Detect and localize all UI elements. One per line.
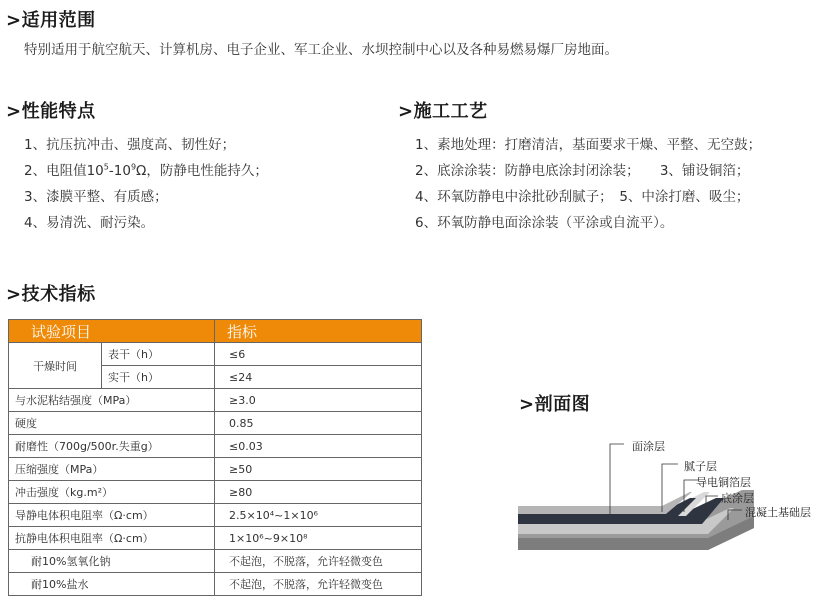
table-row <box>9 343 422 366</box>
process-item-1: 1、素地处理：打磨清洁，基面要求干燥、平整、无空鼓； <box>415 137 762 153</box>
layer-label-concrete: 混凝土基础层 <box>745 506 811 519</box>
table-row <box>9 435 422 458</box>
layer-label-topcoat: 面涂层 <box>632 440 665 453</box>
spec-value: ≥3.0 <box>215 389 422 412</box>
spec-item: 冲击强度（kg.m²） <box>9 481 215 504</box>
spec-table <box>8 319 422 596</box>
dry-time-sub: 实干（h） <box>102 366 215 389</box>
dry-time-value: ≤24 <box>215 366 422 389</box>
spec-table-header <box>9 320 422 343</box>
spec-item: 耐磨性（700g/500r.失重g） <box>9 435 215 458</box>
feature-item-4: 4、易清洗、耐污染。 <box>24 215 155 231</box>
leader-line-topcoat <box>610 444 624 514</box>
table-row <box>9 527 422 550</box>
table-row <box>9 504 422 527</box>
spec-value: 2.5×10⁴~1×10⁶ <box>215 504 422 527</box>
spec-value: ≤0.03 <box>215 435 422 458</box>
spec-item: 导静电体积电阻率（Ω·cm） <box>9 504 215 527</box>
table-row <box>9 458 422 481</box>
spec-value: 1×10⁶~9×10⁸ <box>215 527 422 550</box>
table-row <box>9 573 422 596</box>
spec-value: 不起泡，不脱落，允许轻微变色 <box>215 573 422 596</box>
layer-label-putty: 腻子层 <box>684 460 717 473</box>
layer-topcoat <box>518 492 692 514</box>
cross-section-diagram <box>512 430 824 560</box>
table-row <box>9 389 422 412</box>
header-indicator: 指标 <box>215 320 422 343</box>
scope-heading: >适用范围 <box>6 10 96 31</box>
spec-item: 耐10%盐水 <box>9 573 215 596</box>
spec-value: ≥50 <box>215 458 422 481</box>
table-row <box>9 412 422 435</box>
spec-item: 抗静电体积电阻率（Ω·cm） <box>9 527 215 550</box>
section-heading: >剖面图 <box>519 394 591 415</box>
features-heading: >性能特点 <box>6 101 96 122</box>
dry-time-sub: 表干（h） <box>102 343 215 366</box>
process-item-2: 2、底涂涂装：防静电底涂封闭涂装； 3、铺设铜箔； <box>415 163 750 179</box>
specs-heading: >技术指标 <box>6 284 96 305</box>
feature-item-2: 2、电阻值$10^5-10^9\Omega$，防静电性能持久； <box>24 162 268 179</box>
dry-time-label: 干燥时间 <box>9 343 102 389</box>
spec-item: 与水泥粘结强度（MPa） <box>9 389 215 412</box>
layer-label-copper: 导电铜箔层 <box>696 476 751 489</box>
feature-item-3: 3、漆膜平整、有质感； <box>24 189 168 205</box>
scope-text: 特别适用于航空航天、计算机房、电子企业、军工企业、水坝控制中心以及各种易燃易爆厂房地面。 <box>24 42 618 58</box>
process-item-3: 4、环氧防静电中涂批砂刮腻子； 5、中涂打磨、吸尘； <box>415 189 750 205</box>
spec-item: 硬度 <box>9 412 215 435</box>
header-test-item: 试验项目 <box>9 320 215 343</box>
spec-item: 耐10%氢氧化钠 <box>9 550 215 573</box>
table-row <box>9 550 422 573</box>
spec-value: 0.85 <box>215 412 422 435</box>
process-heading: >施工工艺 <box>398 101 488 122</box>
table-row <box>9 481 422 504</box>
layer-label-primer: 底涂层 <box>721 492 754 505</box>
spec-item: 压缩强度（MPa） <box>9 458 215 481</box>
dry-time-value: ≤6 <box>215 343 422 366</box>
feature-item-1: 1、抗压抗冲击、强度高、韧性好； <box>24 137 236 153</box>
spec-value: 不起泡，不脱落，允许轻微变色 <box>215 550 422 573</box>
spec-value: ≥80 <box>215 481 422 504</box>
process-item-4: 6、环氧防静电面涂涂装（平涂或自流平）。 <box>415 215 674 231</box>
